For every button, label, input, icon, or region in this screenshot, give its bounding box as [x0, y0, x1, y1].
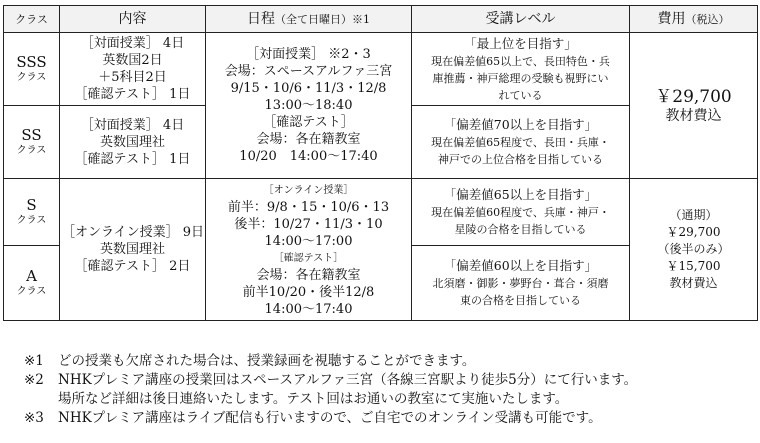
schedule-line: ［対面授業］ ※2・3 [246, 47, 371, 62]
header-fee-note: （税込） [685, 12, 730, 26]
fee-line: 教材費込 [669, 276, 718, 290]
footnote-text: NHKプレミア講座の授業回はスペースアルファ三宮（各線三宮駅より徒歩5分）にて行います。 [58, 372, 638, 388]
level-desc: 東の合格を目指している [460, 294, 581, 307]
content-line: ［確認テスト］ 1日 [74, 87, 191, 102]
level-quote: 「偏差値60以上を目指す」 [443, 258, 598, 273]
schedule-line: 14:00～17:00 [264, 233, 353, 249]
class-ss [4, 106, 60, 179]
level-desc: 現在偏差値65程度で、長田・兵庫・ [431, 136, 610, 149]
content-line: ［オンライン授業］ 9日 [62, 225, 205, 240]
footnote-1 [24, 352, 754, 371]
class-name: A [26, 266, 37, 285]
schedule-line: 前半10/20・後半12/8 [242, 284, 375, 300]
footnote-indent [24, 390, 58, 409]
class-sub: クラス [16, 214, 47, 226]
content-line: 英数国理社 [99, 242, 165, 257]
class-sub: クラス [16, 285, 47, 297]
level-quote: 「偏差値65以上を目指す」 [443, 187, 598, 202]
level-sss [412, 33, 630, 106]
class-s [4, 179, 60, 246]
schedule-line: ［確認テスト］ [263, 115, 354, 130]
schedule-line: 会場：各在籍教室 [256, 267, 361, 283]
content-line: ［対面授業］ 4日 [80, 117, 185, 133]
table-row-s [4, 179, 758, 246]
class-name: S [26, 195, 37, 214]
footnote-3 [24, 409, 754, 428]
level-ss [412, 106, 630, 179]
content-online [60, 179, 206, 321]
content-line: 英数国理社 [99, 134, 165, 150]
schedule-line: 10/20 14:00～17:40 [239, 149, 378, 164]
fee-price: ￥29,700 [655, 87, 732, 107]
content-sss [60, 33, 206, 106]
fee-in-person [630, 33, 758, 179]
footnote-2 [24, 371, 754, 390]
level-desc: 北須磨・御影・夢野台・葺合・須磨 [432, 277, 609, 290]
content-ss [60, 106, 206, 179]
header-fee [630, 6, 758, 33]
footnote-text: 場所など詳細は後日連絡いたします。テスト回はお通いの教室にて実施いたします。 [58, 391, 569, 407]
footnote-mark: ※1 [24, 353, 44, 369]
schedule-line: 会場：スペースアルファ三宮 [224, 64, 393, 79]
level-desc: 神戸での上位合格を目指している [438, 153, 603, 166]
schedule-line: 前半：9/8・15・10/6・13 [227, 199, 390, 215]
level-quote: 「最上位を目指す」 [464, 35, 577, 51]
footnote-2-cont [24, 390, 754, 409]
header-schedule-label: 日程 [247, 10, 275, 27]
level-quote: 「偏差値70以上を目指す」 [443, 117, 598, 132]
schedule-line: ［確認テスト］ [273, 252, 344, 264]
schedule-line: 14:00～17:40 [264, 301, 353, 317]
level-desc: 現在偏差値65以上で、長田特色・兵 [431, 54, 610, 68]
class-sub: クラス [16, 71, 47, 83]
content-line: 英数国2日 [102, 53, 163, 68]
schedule-table [3, 5, 758, 321]
schedule-in-person [206, 33, 412, 179]
fee-online [630, 179, 758, 321]
header-fee-label: 費用 [657, 10, 686, 27]
content-line: ［確認テスト］ 1日 [74, 151, 191, 167]
table-row-sss [4, 33, 758, 106]
footnote-text: どの授業も欠席された場合は、授業録画を視聴することができます。 [58, 353, 476, 369]
footnote-mark: ※2 [24, 372, 44, 388]
fee-line: ￥15,700 [666, 259, 721, 273]
level-desc: れている [498, 88, 543, 102]
class-a [4, 246, 60, 321]
content-line: ＋5科目2日 [98, 70, 167, 85]
footnotes [24, 352, 754, 428]
class-sss [4, 33, 60, 106]
fee-line: ￥29,700 [666, 225, 721, 239]
schedule-line: 会場：各在籍教室 [256, 132, 361, 147]
content-line: ［対面授業］ 4日 [80, 36, 185, 51]
schedule-line: 9/15・10/6・11/3・12/8 [230, 81, 387, 96]
level-desc: 星陵の合格を目指している [454, 223, 587, 236]
class-sub: クラス [16, 144, 47, 156]
fee-note: 教材費込 [665, 108, 722, 124]
content-line: ［確認テスト］ 2日 [74, 259, 191, 274]
fee-line: （後半のみ） [657, 242, 730, 256]
header-schedule [206, 6, 412, 33]
level-desc: 庫推薦・神戸総理の受験も視野にい [432, 71, 609, 85]
footnote-mark: ※3 [24, 410, 44, 426]
footnote-text: NHKプレミア講座はライブ配信も行いますので、ご自宅でのオンライン受講も可能です。 [58, 410, 602, 426]
schedule-online [206, 179, 412, 321]
schedule-line: ［オンライン授業］ [263, 184, 354, 196]
class-name: SS [21, 125, 42, 144]
header-level: 受講レベル [412, 6, 630, 33]
class-name: SSS [16, 52, 47, 71]
level-s [412, 179, 630, 246]
schedule-line: 後半：10/27・11/3・10 [234, 216, 383, 232]
header-class: クラス [4, 6, 60, 33]
table-header-row [4, 6, 758, 33]
header-content: 内容 [60, 6, 206, 33]
level-desc: 現在偏差値60程度で、兵庫・神戸・ [431, 206, 610, 219]
header-schedule-note: （全て日曜日）※1 [275, 12, 370, 26]
fee-line: （通期） [669, 208, 718, 222]
level-a [412, 246, 630, 321]
schedule-line: 13:00～18:40 [264, 98, 353, 113]
